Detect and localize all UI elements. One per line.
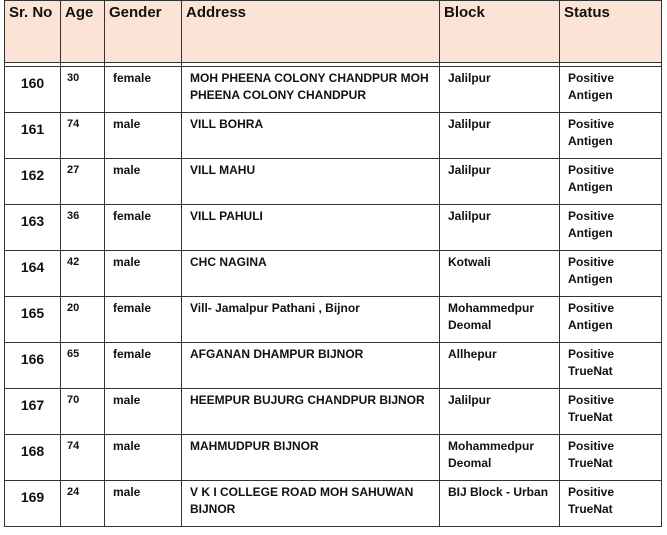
cell-gender: male (105, 113, 182, 159)
cell-age: 24 (61, 481, 105, 527)
cell-gender: female (105, 343, 182, 389)
cell-gender: female (105, 205, 182, 251)
cell-address: V K I COLLEGE ROAD MOH SAHUWAN BIJNOR (182, 481, 440, 527)
cell-address: MAHMUDPUR BIJNOR (182, 435, 440, 481)
cell-status: Positive Antigen (560, 67, 662, 113)
cell-status: Positive Antigen (560, 159, 662, 205)
cell-gender: male (105, 159, 182, 205)
cell-sr-no: 169 (5, 481, 61, 527)
cell-gender: male (105, 251, 182, 297)
header-address: Address (182, 1, 440, 63)
table-row (5, 159, 662, 205)
header-row (5, 1, 662, 63)
cell-block: Allhepur (440, 343, 560, 389)
cell-block: BIJ Block - Urban (440, 481, 560, 527)
table-row (5, 251, 662, 297)
cell-age: 20 (61, 297, 105, 343)
cell-sr-no: 163 (5, 205, 61, 251)
cell-sr-no: 160 (5, 67, 61, 113)
table-row (5, 297, 662, 343)
cell-age: 70 (61, 389, 105, 435)
cell-address: VILL MAHU (182, 159, 440, 205)
cell-status: Positive TrueNat (560, 343, 662, 389)
cell-sr-no: 168 (5, 435, 61, 481)
cell-age: 42 (61, 251, 105, 297)
cell-gender: male (105, 389, 182, 435)
cell-status: Positive TrueNat (560, 389, 662, 435)
header-status: Status (560, 1, 662, 63)
table-body (5, 67, 662, 527)
cell-block: Jalilpur (440, 389, 560, 435)
header-block: Block (440, 1, 560, 63)
cell-status: Positive Antigen (560, 113, 662, 159)
cell-sr-no: 166 (5, 343, 61, 389)
cell-gender: female (105, 67, 182, 113)
table-row (5, 113, 662, 159)
table-row (5, 435, 662, 481)
cell-gender: female (105, 297, 182, 343)
cell-address: VILL PAHULI (182, 205, 440, 251)
cell-block: Mohammedpur Deomal (440, 297, 560, 343)
cell-age: 74 (61, 113, 105, 159)
table-row (5, 481, 662, 527)
cell-block: Jalilpur (440, 205, 560, 251)
cell-age: 65 (61, 343, 105, 389)
cell-sr-no: 162 (5, 159, 61, 205)
header-age: Age (61, 1, 105, 63)
cell-address: AFGANAN DHAMPUR BIJNOR (182, 343, 440, 389)
table-row (5, 389, 662, 435)
cell-sr-no: 167 (5, 389, 61, 435)
cell-block: Mohammedpur Deomal (440, 435, 560, 481)
cell-sr-no: 164 (5, 251, 61, 297)
cell-age: 30 (61, 67, 105, 113)
cell-address: CHC NAGINA (182, 251, 440, 297)
cell-block: Kotwali (440, 251, 560, 297)
cell-address: VILL BOHRA (182, 113, 440, 159)
cell-address: MOH PHEENA COLONY CHANDPUR MOH PHEENA COLONY CHANDPUR (182, 67, 440, 113)
cell-status: Positive TrueNat (560, 481, 662, 527)
cell-age: 27 (61, 159, 105, 205)
cell-age: 74 (61, 435, 105, 481)
cell-address: Vill- Jamalpur Pathani , Bijnor (182, 297, 440, 343)
cell-sr-no: 161 (5, 113, 61, 159)
cases-table (4, 0, 662, 527)
cell-age: 36 (61, 205, 105, 251)
cell-block: Jalilpur (440, 159, 560, 205)
cell-status: Positive Antigen (560, 251, 662, 297)
table-row (5, 67, 662, 113)
cell-block: Jalilpur (440, 67, 560, 113)
cell-gender: male (105, 435, 182, 481)
covid-cases-table-wrapper (4, 0, 662, 527)
cell-address: HEEMPUR BUJURG CHANDPUR BIJNOR (182, 389, 440, 435)
table-row (5, 343, 662, 389)
cell-status: Positive Antigen (560, 297, 662, 343)
table-row (5, 205, 662, 251)
cell-sr-no: 165 (5, 297, 61, 343)
cell-gender: male (105, 481, 182, 527)
cell-status: Positive TrueNat (560, 435, 662, 481)
cell-status: Positive Antigen (560, 205, 662, 251)
header-sr-no: Sr. No (5, 1, 61, 63)
header-gender: Gender (105, 1, 182, 63)
cell-block: Jalilpur (440, 113, 560, 159)
